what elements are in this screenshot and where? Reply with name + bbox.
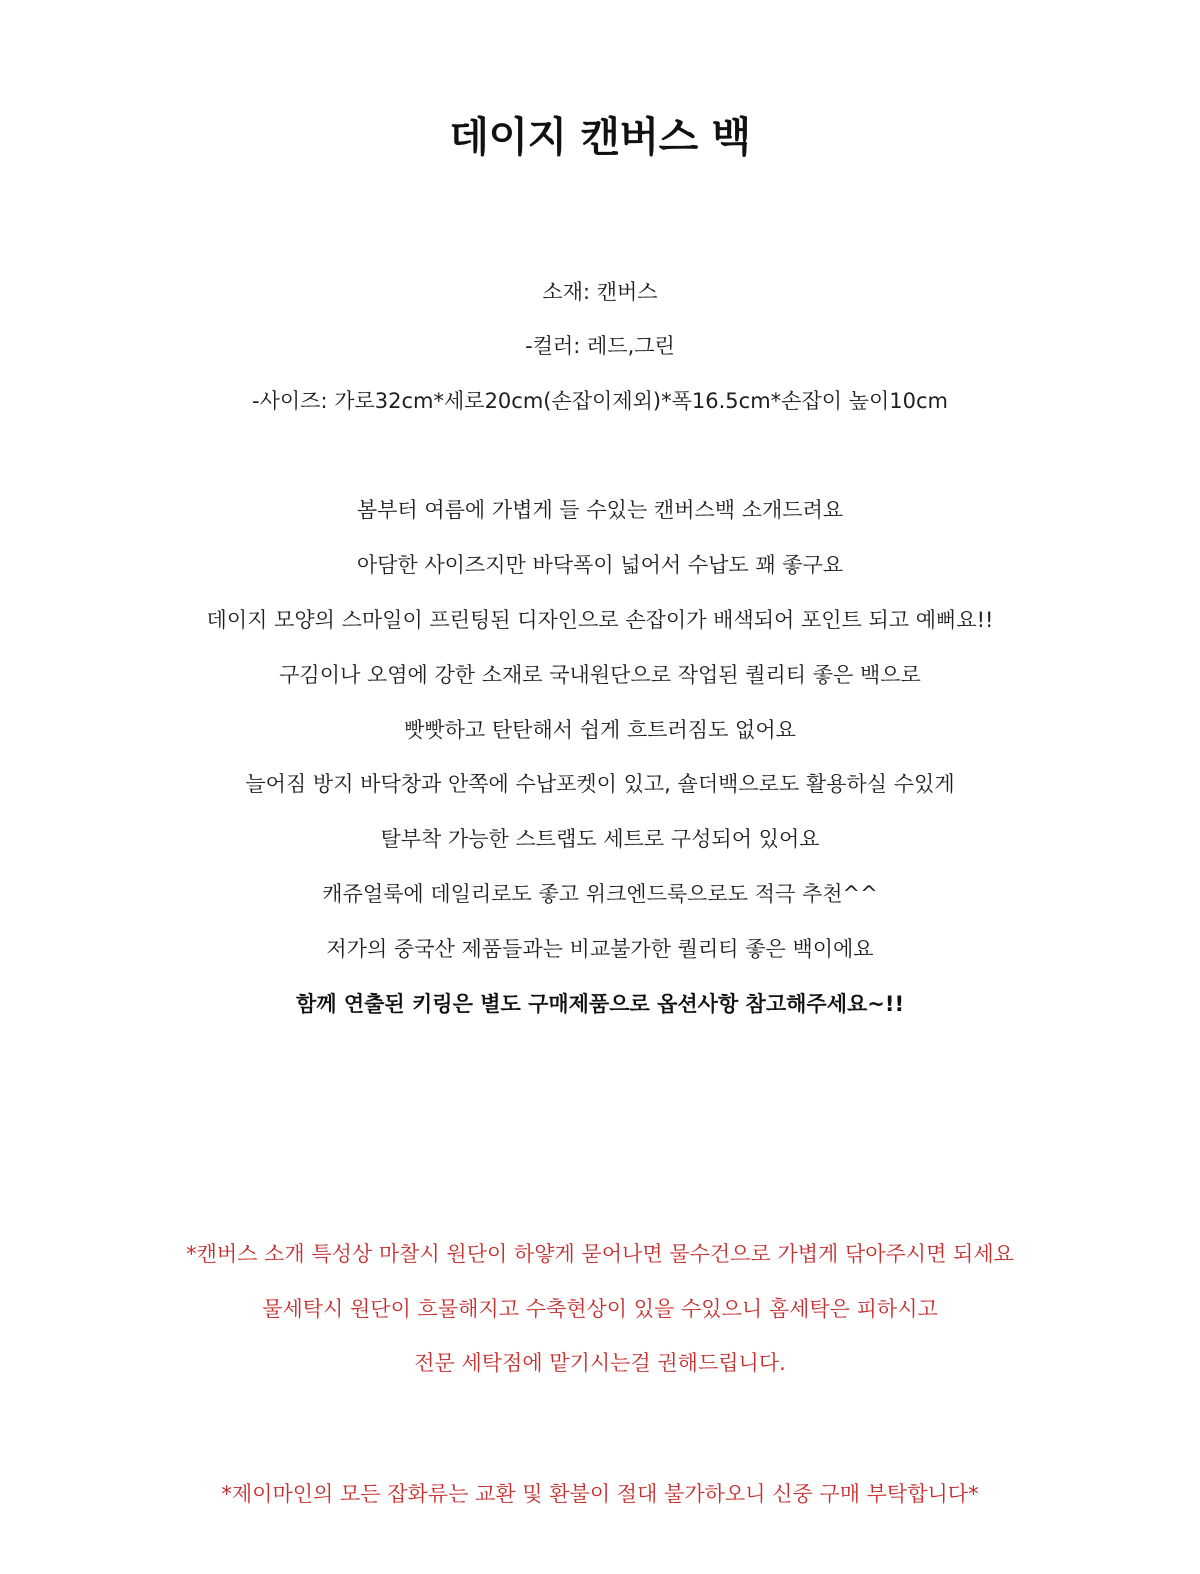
- description-line: 데이지 모양의 스마일이 프린팅된 디자인으로 손잡이가 배색되어 포인트 되고 예뻐요!!: [206, 608, 994, 632]
- spec-material: 소재: 캔버스: [542, 280, 658, 304]
- description-line: 저가의 중국산 제품들과는 비교불가한 퀄리티 좋은 백이에요: [326, 937, 874, 961]
- keyring-notice: 함께 연출된 키링은 별도 구매제품으로 옵션사항 참고해주세요~!!: [295, 992, 905, 1016]
- return-policy-notice: *제이마인의 모든 잡화류는 교환 및 환불이 절대 불가하오니 신중 구매 부탁합니다*: [221, 1482, 979, 1506]
- care-notice-line: 물세탁시 원단이 흐물해지고 수축현상이 있을 수있으니 홈세탁은 피하시고: [262, 1297, 938, 1321]
- description-line: 구김이나 오염에 강한 소재로 국내원단으로 작업된 퀄리티 좋은 백으로: [279, 663, 921, 687]
- spec-color: -컬러: 레드,그린: [525, 334, 675, 358]
- description-line: 아담한 사이즈지만 바닥폭이 넓어서 수납도 꽤 좋구요: [356, 553, 844, 577]
- description-line: 봄부터 여름에 가볍게 들 수있는 캔버스백 소개드려요: [356, 498, 844, 522]
- description-line: 캐쥬얼룩에 데일리로도 좋고 위크엔드룩으로도 적극 추천^^: [322, 882, 878, 906]
- spec-size: -사이즈: 가로32cm*세로20cm(손잡이제외)*폭16.5cm*손잡이 높이10cm: [252, 389, 948, 413]
- care-notice-line: *캔버스 소개 특성상 마찰시 원단이 하얗게 묻어나면 물수건으로 가볍게 닦아주시면 되세요: [186, 1242, 1014, 1266]
- care-notice-line: 전문 세탁점에 맡기시는걸 권해드립니다.: [414, 1351, 786, 1375]
- description-line: 빳빳하고 탄탄해서 쉽게 흐트러짐도 없어요: [404, 718, 796, 742]
- product-title: 데이지 캔버스 백: [449, 113, 751, 161]
- description-line: 늘어짐 방지 바닥창과 안쪽에 수납포켓이 있고, 숄더백으로도 활용하실 수있게: [245, 772, 955, 796]
- description-line: 탈부착 가능한 스트랩도 세트로 구성되어 있어요: [380, 827, 820, 851]
